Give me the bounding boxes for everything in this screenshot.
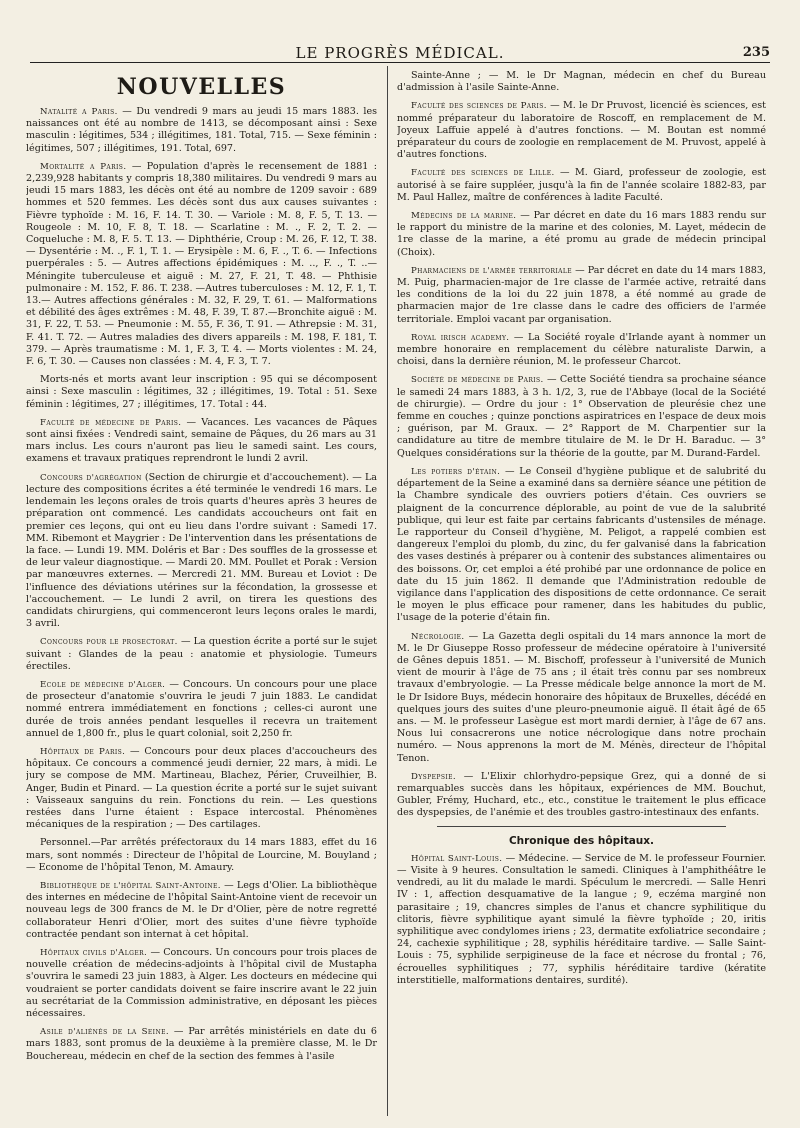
news-paragraph [397,167,766,204]
paragraph-heading: Ecole de médecine d'Alger. [40,679,166,690]
paragraph-heading: Faculté de médecine de Paris. [40,417,182,428]
news-paragraph [397,100,766,161]
paragraph-text: — Population d'après le recensement de 1881 : 2,239,928 habitants y compris 18,380 militaires. Du vendredi 9 mars au jeudi 15 mars 1883, les décès ont été au nombre de 1209 savoir : 689 hommes et 520 femmes. Les décès sont dus aux causes suivantes : Fièvre typhoïde : M. 16, F. 14. T. 30. — Variole : M. 8, F. 5, T. 13. — Rougeole : M. 10, F. 8, T. 18. — Scarlatine : M. ., F. 2, T. 2. — Coqueluche : M. 8, F. 5. T. 13. — Diphthérie, Croup : M. 26, F. 12, T. 38. — Dysentérie : M. ., F. 1, T. 1. — Erysipèle : M. 6, F. ., T. 6. — Infections puerpérales : 5. — Autres affections épidémiques : M. .., F. ., T. ..—Méningite tuberculeuse et aiguë : M. 27, F. 21, T. 48. — Phthisie pulmonaire : M. 152, F. 86. T. 238. —Autres tuberculoses : M. 12, F. 1, T. 13.— Autres affections générales : M. 32, F. 29, T. 61. — Malformations et débilité des âges extrêmes : M. 48, F. 39, T. 87.—Bronchite aiguë : M. 31, F. 22, T. 53. — Pneumonie : M. 55, F. 36, T. 91. — Athrepsie : M. 31, F. 41. T. 72. — Autres maladies des divers appareils : M. 198, F. 181, T. 379. — Après traumatisme : M. 1, F. 3, T. 4. — Morts violentes : M. 24, F. 6, T. 30. — Causes non classées : M. 4, F. 3, T. 7. [26,160,377,368]
paragraph-heading: Nécrologie. [411,631,465,642]
column-divider [387,66,388,1116]
paragraph-heading: Hôpitaux de Paris. [40,746,126,757]
paragraph-text: Morts-nés et morts avant leur inscription : 95 qui se décomposent ainsi : Sexe masculin : légitimes, 32 ; illégitimes, 19. Total : 51. Sexe féminin : légitimes, 27 ; illégitimes, 17. Total : 44. [26,374,377,410]
paragraph-heading: Pharmaciens de l'armée territoriale [411,265,573,276]
news-paragraph [26,161,377,368]
paragraph-text: — Concours pour deux places d'accoucheurs des hôpitaux. Ce concours a commencé jeudi dernier, 22 mars, à midi. Le jury se compose de MM. Martineau, Blachez, Périer, Cruveilhier, B. Anger, Budin et Pinard. — La question écrite a porté sur le sujet suivant : Vaisseaux sanguins du rein. Fonctions du rein. — Les questions restées dans l'urne étaient : Espace intercostal. Phénomènes mécaniques de la respiration ; — Des cartilages. [26,745,377,831]
paragraph-heading: Mortalité a Paris. [40,161,127,172]
running-header [30,40,770,63]
news-paragraph [26,1026,377,1063]
paragraph-text: — La question écrite a porté sur le sujet suivant : Glandes de la peau : anatomie et physiologie. Tumeurs érectiles. [26,636,377,672]
paragraph-text: — La Gazetta degli ospitali du 14 mars annonce la mort de M. le Dr Giuseppe Rosso professeur de médecine opératoire à l'université de Gênes depuis 1851. — M. Bischoff, professeur à l'université de Munich vient de mourir à l'âge de 75 ans ; il était très connu par ses nombreux travaux d'embryologie. — La Presse médicale belge annonce la mort de M. le Dr Isidore Buys, médecin honoraire des hôpitaux de Bruxelles, décédé en quelques jours des suites d'une pleuro-pneumonie aiguë. Il était âgé de 65 ans. — M. le professeur Lasègue est mort mardi dernier, à l'âge de 67 ans. Nous lui consacrerons une notice nécrologique dans notre prochain numéro. — Nous apprenons la mort de M. Ménès, directeur de l'hôpital Tenon. [397,630,766,764]
paragraph-heading: Dyspepsie. [411,771,457,782]
news-paragraph [26,472,377,631]
journal-title: LE PROGRÈS MÉDICAL. [295,44,505,62]
paragraph-text: — Vacances. Les vacances de Pâques sont ainsi fixées : Vendredi saint, semaine de Pâques, du 26 mars au 31 mars inclus. Les cours n'auront pas lieu le samedi saint. Les cours, examens et travaux pratiques reprendront le lundi 2 avril. [26,416,377,465]
news-paragraph [397,374,766,459]
news-paragraph [26,880,377,941]
paragraph-heading: Faculté des sciences de Lille. [411,168,555,179]
left-column [26,70,377,1125]
news-paragraph [397,70,766,94]
paragraph-heading: Hôpital Saint-Louis. [411,853,503,864]
news-paragraph [26,417,377,466]
news-paragraph [397,853,766,987]
section-title: NOUVELLES [116,74,287,100]
paragraph-text: — Concours. Un concours pour trois places de nouvelle création de médecins-adjoints à l'hôpital civil de Mustapha s'ouvrira le samedi 23 juin 1883, à Alger. Les docteurs en médecine qui voudraient se porter candidats doivent se faire inscrire avant le 22 juin au secrétariat de la Commission administrative, en déposant les pièces nécessaires. [26,947,377,1020]
paragraph-heading: Hôpitaux civils d'Alger. [40,948,148,958]
paragraph-text: — Médecine. — Service de M. le professeur Fournier. — Visite à 9 heures. Consultation le samedi. Cliniques à l'amphithéâtre le vendredi, au lit du malade le mardi. Spéculum le mercredi. — Salle Henri IV : 1, affection desquamative de la langue ; 9, eczéma marginé non parasitaire ; 19, chancres simples de l'anus et chancre syphilitique du clitoris, fièvre syphilitique ayant simulé la fièvre typhoïde ; 20, iritis syphilitique avec condylomes iriens ; 23, dermatite exfoliatrice secondaire ; 24, cachexie syphilitique ; 28, syphilis héréditaire tardive. — Salle Saint-Louis : 75, syphilide serpigineuse de la face et nécrose du frontal ; 76, écrouelles syphilitiques ; 77, syphilis héréditaire tardive (kératite interstitielle, malformations dentaires, surdité). [397,852,766,986]
paragraph-text: (Section de chirurgie et d'accouchement). — La lecture des compositions écrites a été terminée le vendredi 16 mars. Le lendemain les leçons orales de trois quarts d'heures après 3 heures de préparation ont commencé. Les candidats accoucheurs ont fait en premier ces leçons, qui ont eu lieu dans l'ordre suivant : Samedi 17. MM. Ribemont et Maygrier : De l'intervention dans les présentations de la face. — Lundi 19. MM. Doléris et Bar : Des souffles de la grossesse et de leur valeur diagnostique. — Mardi 20. MM. Poullet et Porak : Version par manœuvres externes. — Mercredi 21. MM. Bureau et Loviot : De l'influence des déviations utérines sur la fécondation, la grossesse et l'accouchement. — Le lundi 2 avril, on tirera les questions des candidats chirurgiens, qui commenceront leurs leçons orales le mardi, 3 avril. [26,471,377,630]
paragraph-heading: Médecins de la marine. [411,211,517,222]
right-column [397,70,766,1125]
paragraph-heading: Asile d'aliénés de la Seine. [40,1027,170,1038]
right-paragraphs [397,70,766,820]
news-paragraph [26,106,377,155]
paragraph-heading: Royal irisch academy. [411,332,510,343]
paragraph-text: — Par décret en date du 14 mars 1883, M. Puig, pharmacien-major de 1re classe de l'armée active, retraité dans les conditions de la loi du 22 juin 1878, a été nommé au grade de pharmacien major de 1re classe dans le cadre des officiers de l'armée territoriale. Emploi vacant par organisation. [397,264,766,325]
news-paragraph [397,332,766,369]
news-paragraph [26,374,377,411]
paragraph-text: — Legs d'Olier. La bibliothèque des internes en médecine de l'hôpital Saint-Antoine vient de recevoir un nouveau legs de 300 francs de M. le Dr d'Olier, père de notre regretté collaborateur Henri d'Olier, mort des suites d'une fièvre typhoïde contractée pendant son internat à cet hôpital. [26,879,377,940]
paragraph-text: Personnel.—Par arrêtés préfectoraux du 14 mars 1883, effet du 16 mars, sont nommés : Directeur de l'hôpital de Lourcine, M. Bouyland ; — Econome de l'hôpital Tenon, M. Amaury. [26,837,377,873]
chronique-paragraphs [397,853,766,987]
paragraph-heading: Concours pour le prosectorat. [40,637,178,648]
paragraph-heading: Faculté des sciences de Paris. [411,101,547,112]
news-paragraph [397,771,766,820]
paragraph-text: — Par décret en date du 16 mars 1883 rendu sur le rapport du ministre de la marine et des colonies, M. Layet, médecin de 1re classe de la marine, a été promu au grade de médecin principal (Choix). [397,210,766,258]
paragraph-text: — Du vendredi 9 mars au jeudi 15 mars 1883. les naissances ont été au nombre de 1413, se décomposant ainsi : Sexe masculin : légitimes, 534 ; illégitimes, 181. Total, 715. — Sexe féminin : légitimes, 507 ; illégitimes, 191. Total, 697. [26,106,377,154]
paragraph-text: — Cette Société tiendra sa prochaine séance le samedi 24 mars 1883, à 3 h. 1/2, 3, rue de l'Abbaye (local de la Société de chirurgie). — Ordre du jour : 1° Observation de pleurésie chez une femme en couches ; quinze ponctions aspiratrices en l'espace de deux mois ; guérison, par M. Graux. — 2° Rapport de M. Charpentier sur la candidature au titre de membre titulaire de M. le Dr H. Baraduc. — 3° Quelques considérations sur la théorie de la goutte, par M. Durand-Fardel. [397,374,766,459]
paragraph-text: — La Société royale d'Irlande ayant à nommer un membre honoraire en remplacement du célèbre naturaliste Darwin, a choisi, dans la dernière réunion, M. le professeur Charcot. [397,331,766,368]
news-paragraph [397,210,766,259]
news-paragraph [26,746,377,831]
news-paragraph [26,636,377,673]
paragraph-text: — L'Elixir chlorhydro-pepsique Grez, qui a donné de si remarquables succès dans les hôpitaux, expériences de MM. Bouchut, Gubler, Frémy, Huchard, etc., etc., constitue le traitement le plus efficace des dyspepsies, de l'anémie et des troubles gastro-intestinaux des enfants. [397,770,766,819]
left-paragraphs [26,106,377,1063]
paragraph-heading: Société de médecine de Paris. [411,375,544,386]
page-number: 235 [742,45,770,60]
news-paragraph [397,631,766,765]
news-paragraph [26,947,377,1020]
paragraph-text: — Le Conseil d'hygiène publique et de salubrité du département de la Seine a examiné dans sa dernière séance une pétition de la Chambre syndicale des ouvriers potiers d'étain. Ces ouvriers se plaignent de la concurrence déplorable, au point de vue de la salubrité publique, qui leur est faite par certains fabricants d'ustensiles de ménage. Le rapporteur du Conseil d'hygiène, M. Peligot, a rappelé combien est dangereux l'emploi du plomb, du zinc, du fer galvanisé dans la fabrication des vases destinés à préparer ou à contenir des substances alimentaires ou des boissons. Or, cet emploi a été prohibé par une ordonnance de police en date du 15 juin 1862. Il demande que l'Administration redouble de vigilance dans l'application des dispositions de cette ordonnance. Ce serait le moyen le plus efficace pour ramener, dans les habitudes du public, l'usage de la poterie d'étain fin. [397,465,766,624]
paragraph-text: — Par arrêtés ministériels en date du 6 mars 1883, sont promus de la deuxième à la première classe, M. le Dr Bouchereau, médecin en chef de la section des femmes à l'asile [26,1026,377,1062]
paragraph-heading: Concours d'agrégation [40,472,142,483]
paragraph-heading: Bibliothèque de l'hôpital Saint-Antoine. [40,880,221,891]
paragraph-text: Sainte-Anne ; — M. le Dr Magnan, médecin en chef du Bureau d'admission à l'asile Sainte-Anne. [397,70,766,94]
news-paragraph [26,837,377,874]
section-rule [437,826,726,827]
paragraph-text: — M. Giard, professeur de zoologie, est autorisé à se faire suppléer, jusqu'à la fin de l'année scolaire 1882-83, par M. Paul Hallez, maître de conférences à ladite Faculté. [397,167,766,203]
paragraph-text: — Concours. Un concours pour une place de prosecteur d'anatomie s'ouvrira le jeudi 7 juin 1883. Le candidat nommé entrera immédiatement en fonctions ; celles-ci auront une durée de trois années pendant lesquelles il recevra un traitement annuel de 1,800 fr., plus le quart colonial, soit 2,250 fr. [26,678,377,739]
paragraph-heading: Les potiers d'étain. [411,466,501,477]
paragraph-heading: Natalité a Paris. [40,107,118,117]
news-paragraph [397,265,766,326]
chronique-title: Chronique des hôpitaux. [508,834,655,847]
news-paragraph [26,679,377,740]
paragraph-text: — M. le Dr Pruvost, licencié ès sciences, est nommé préparateur du laboratoire de Roscoff, en remplacement de M. Joyeux Laffuie appelé à d'autres fonctions. — M. Boutan est nommé préparateur du cours de zoologie en remplacement de M. Pruvost, appelé à d'autres fonctions. [397,100,766,161]
news-paragraph [397,466,766,625]
